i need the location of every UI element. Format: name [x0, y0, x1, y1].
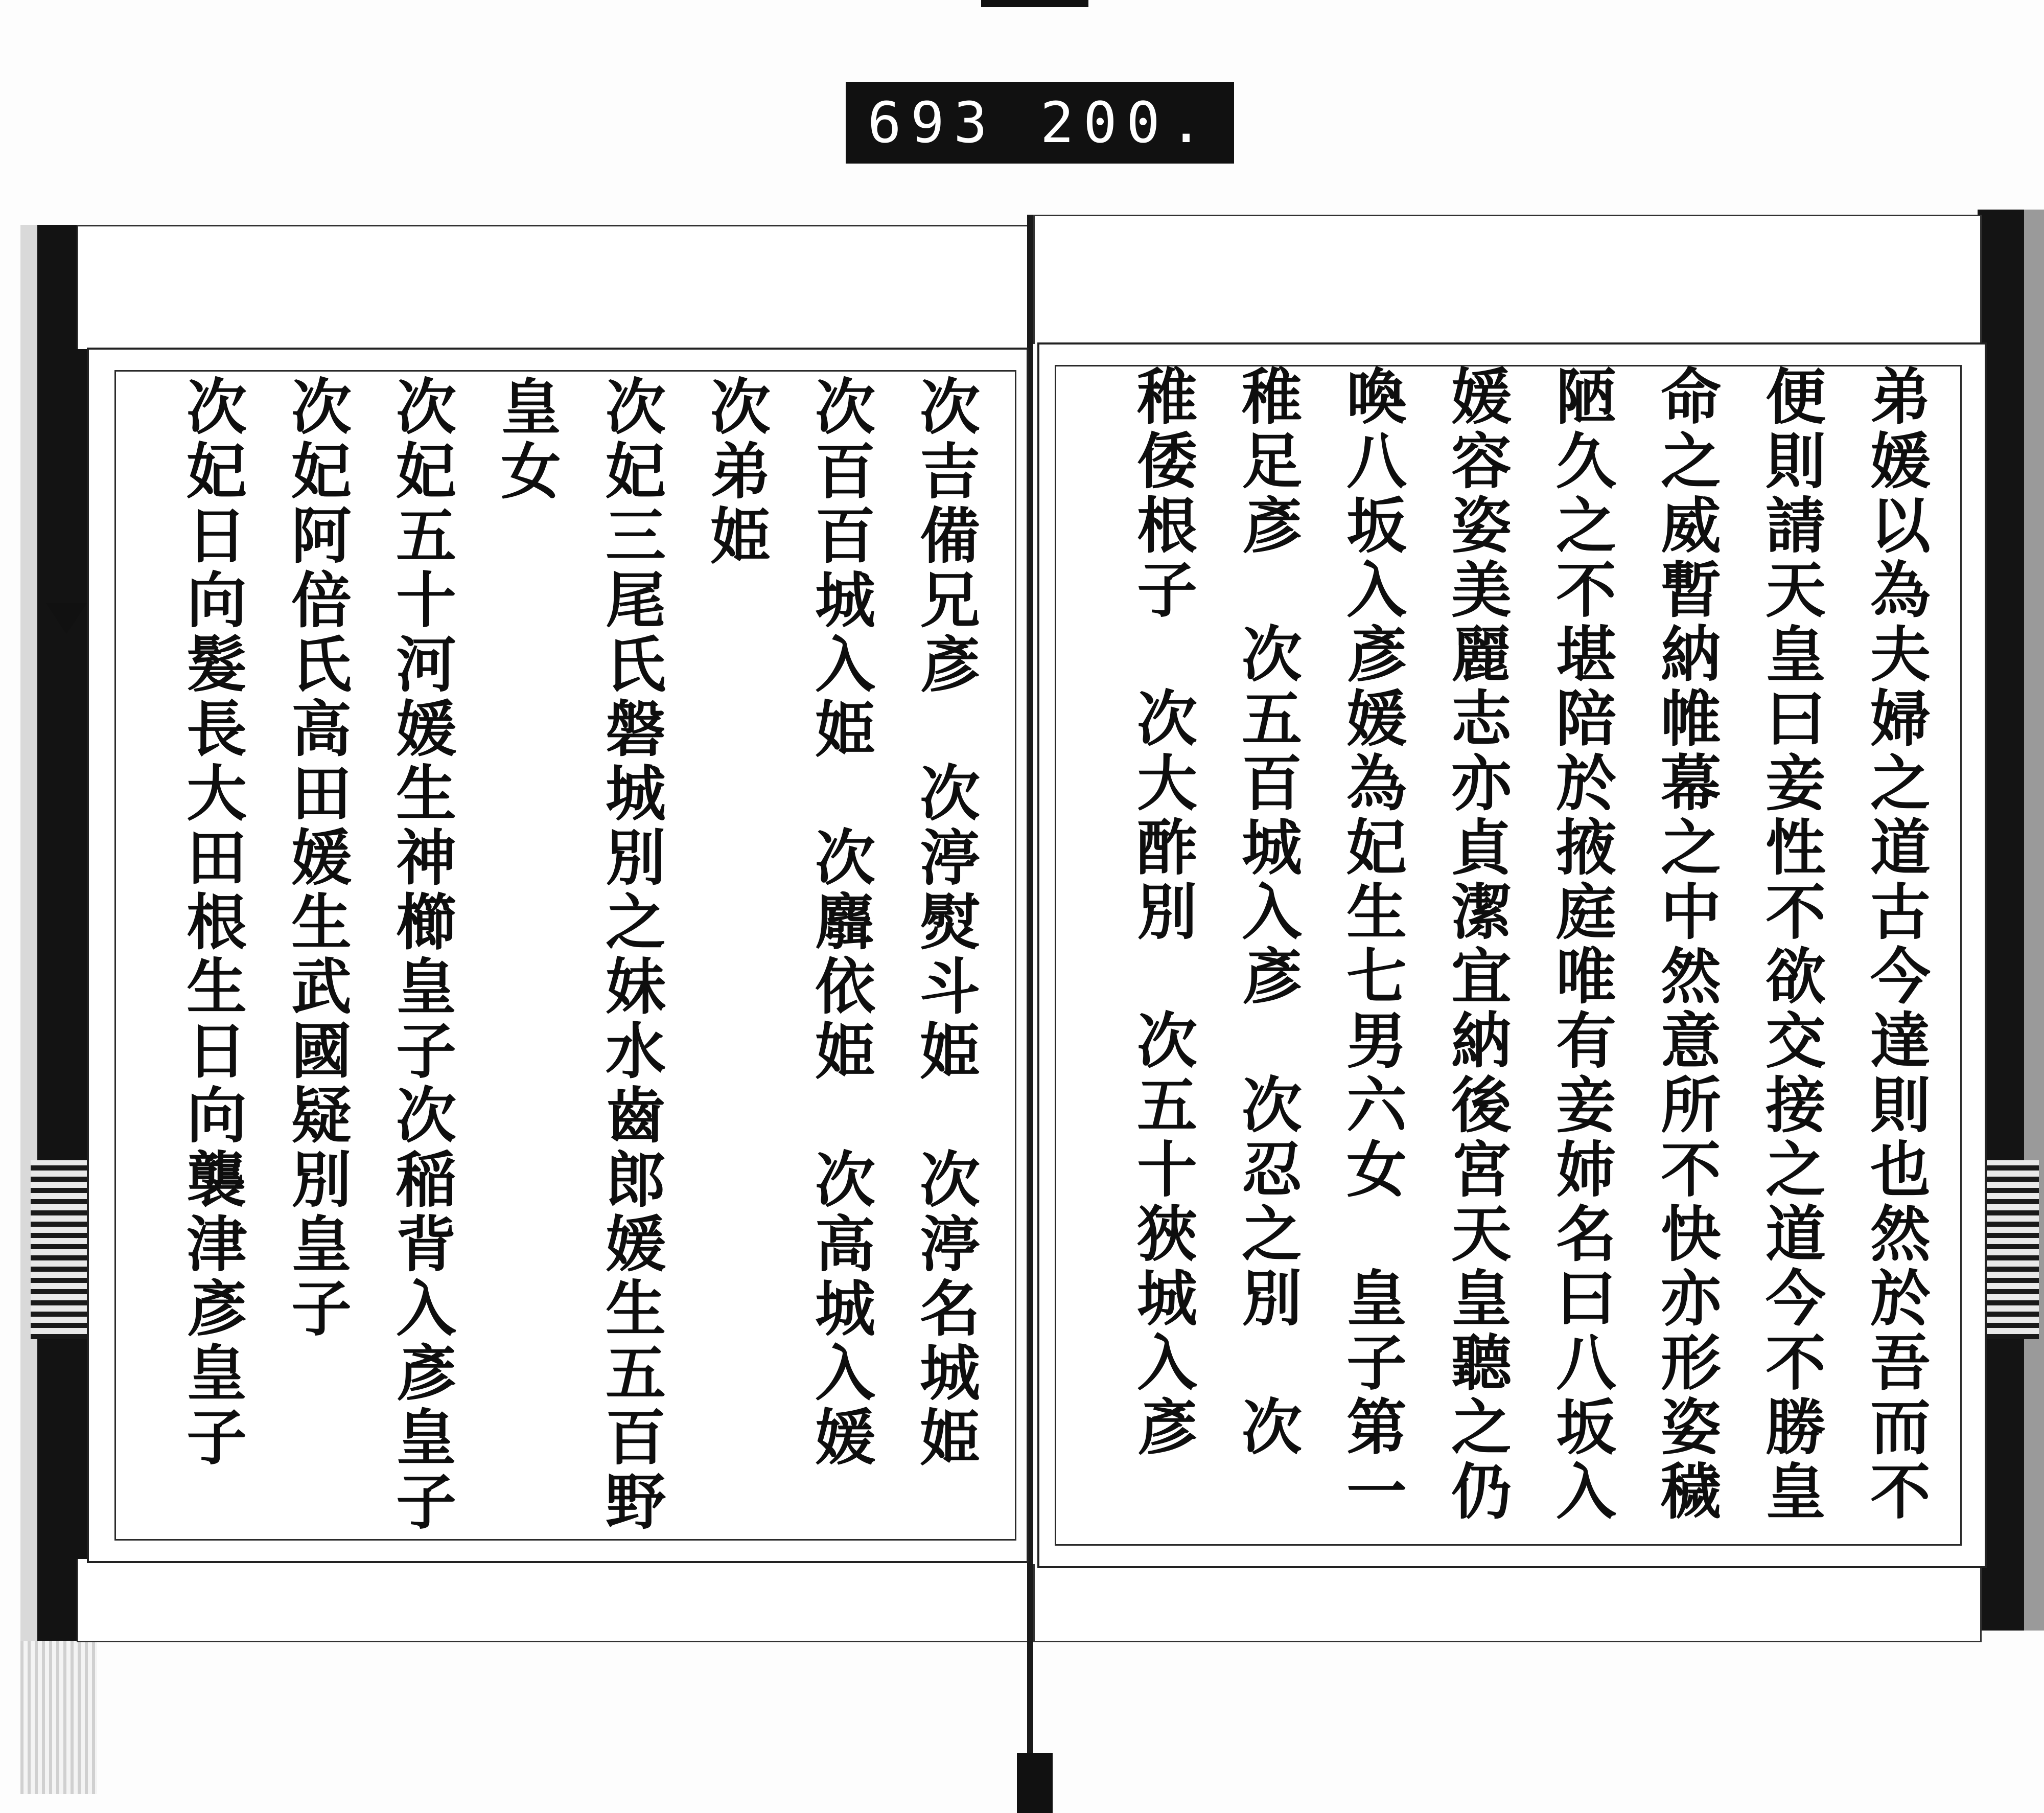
catalog-label-plate: [846, 82, 1234, 164]
right-book-cover: [1978, 210, 2044, 1631]
right-text-column-7: 稚足彥 次五百城入彥 次忍之別 次: [1232, 365, 1303, 1460]
right-text-column-6: 喚八坂入彥媛為妃生七男六女 皇子第一: [1336, 365, 1407, 1524]
right-bottom-margin: [1033, 1564, 1982, 1642]
left-top-margin: [77, 225, 1030, 349]
right-text-column-1: 弟媛以為夫婦之道古今達則也然於吾而不: [1860, 365, 1931, 1524]
left-text-column-2: 次百百城入姫 次麛依姫 次高城入媛: [805, 375, 876, 1470]
left-book-cover: [20, 225, 97, 1641]
top-edge-mark: [981, 0, 1088, 7]
left-page: [87, 348, 1029, 1563]
left-page-edge-stack: [31, 1160, 87, 1339]
left-text-column-5: 皇女: [491, 375, 562, 504]
left-text-column-6: 次妃五十河媛生神櫛皇子次稲背入彥皇子: [386, 375, 457, 1534]
right-text-column-2: 便則請天皇曰妾性不欲交接之道今不勝皇: [1755, 365, 1826, 1524]
left-text-column-3: 次弟姫: [700, 375, 771, 568]
right-page: [1037, 342, 1987, 1568]
left-text-column-4: 次妃三尾氏磐城別之妹水齒郎媛生五百野: [595, 375, 666, 1534]
left-margin-fishtail-mark: [46, 603, 87, 634]
left-text-column-7: 次妃阿倍氏高田媛生武國疑別皇子: [281, 375, 352, 1341]
right-text-column-4: 陋久之不堪陪於掖庭唯有妾姉名曰八坂入: [1546, 365, 1617, 1524]
catalog-number-right: 200.: [1040, 90, 1213, 155]
right-text-column-3: 命之威暫納帷幕之中然意所不快亦形姿穢: [1651, 365, 1722, 1524]
bottom-spine-mark: [1017, 1753, 1053, 1813]
right-text-column-8: 稚倭根子 次大酢別 次五十狹城入彥: [1127, 365, 1198, 1460]
catalog-number-left: 693: [867, 90, 997, 155]
left-text-column-1: 次吉備兄彥 次渟熨斗姫 次渟名城姫: [910, 375, 981, 1470]
right-top-margin: [1033, 215, 1982, 344]
right-page-edge-stack: [1983, 1160, 2039, 1339]
left-text-column-8: 次妃日向髮長大田根生日向襲津彥皇子: [176, 375, 247, 1470]
left-bottom-margin: [77, 1559, 1030, 1642]
right-text-column-5: 媛容姿美麗志亦貞潔宜納後宮天皇聽之仍: [1441, 365, 1512, 1524]
